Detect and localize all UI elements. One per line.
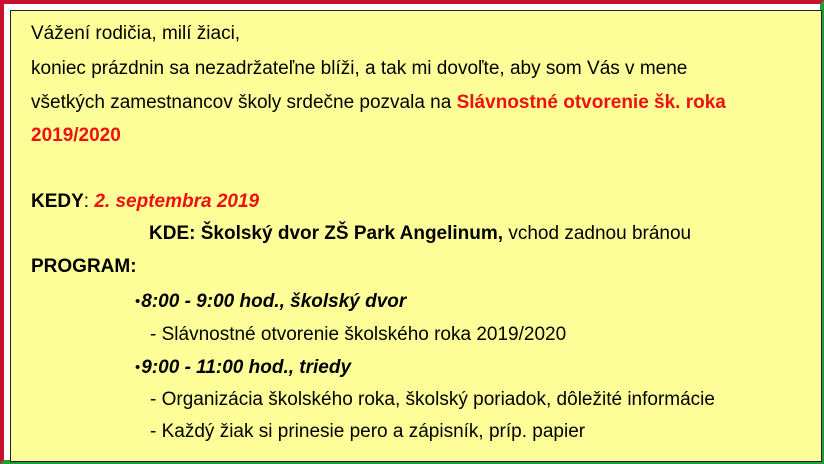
program-label: PROGRAM: bbox=[31, 256, 137, 277]
event-year: 2019/2020 bbox=[31, 125, 121, 146]
invitation-card bbox=[10, 10, 822, 462]
where-place: Školský dvor ZŠ Park Angelinum, bbox=[200, 223, 504, 244]
program-item-1-time-row bbox=[135, 291, 406, 314]
when-colon: : bbox=[83, 191, 95, 212]
intro-line-2: koniec prázdnin sa nezadržateľne blíži, a tak mi dovoľte, aby som Vás v mene bbox=[31, 58, 688, 79]
program-item-1-time: 8:00 - 9:00 hod., školský dvor bbox=[141, 291, 407, 312]
when-row bbox=[31, 191, 259, 213]
program-item-2-detail-1: - Organizácia školského roka, školský poriadok, dôležité informácie bbox=[150, 389, 715, 410]
program-item-2-time: 9:00 - 11:00 hod., triedy bbox=[141, 357, 352, 378]
where-row bbox=[149, 223, 691, 245]
when-label: KEDY bbox=[31, 191, 84, 212]
bullet-icon: • bbox=[135, 359, 141, 376]
program-item-2-time-row bbox=[135, 357, 351, 380]
event-name: Slávnostné otvorenie šk. roka bbox=[456, 92, 726, 113]
greeting: Vážení rodičia, milí žiaci, bbox=[31, 23, 241, 44]
intro-line-3 bbox=[31, 92, 726, 114]
intro-line-3-text: všetkých zamestnancov školy srdečne pozvala na bbox=[31, 92, 457, 113]
bullet-icon: • bbox=[135, 293, 141, 310]
program-item-1-detail: - Slávnostné otvorenie školského roka 2019/2020 bbox=[150, 324, 567, 345]
where-note: vchod zadnou bránou bbox=[503, 223, 692, 244]
program-item-2-detail-2: - Každý žiak si prinesie pero a zápisník, príp. papier bbox=[150, 421, 586, 442]
where-label: KDE: bbox=[149, 223, 196, 244]
when-value: 2. septembra 2019 bbox=[94, 191, 260, 212]
